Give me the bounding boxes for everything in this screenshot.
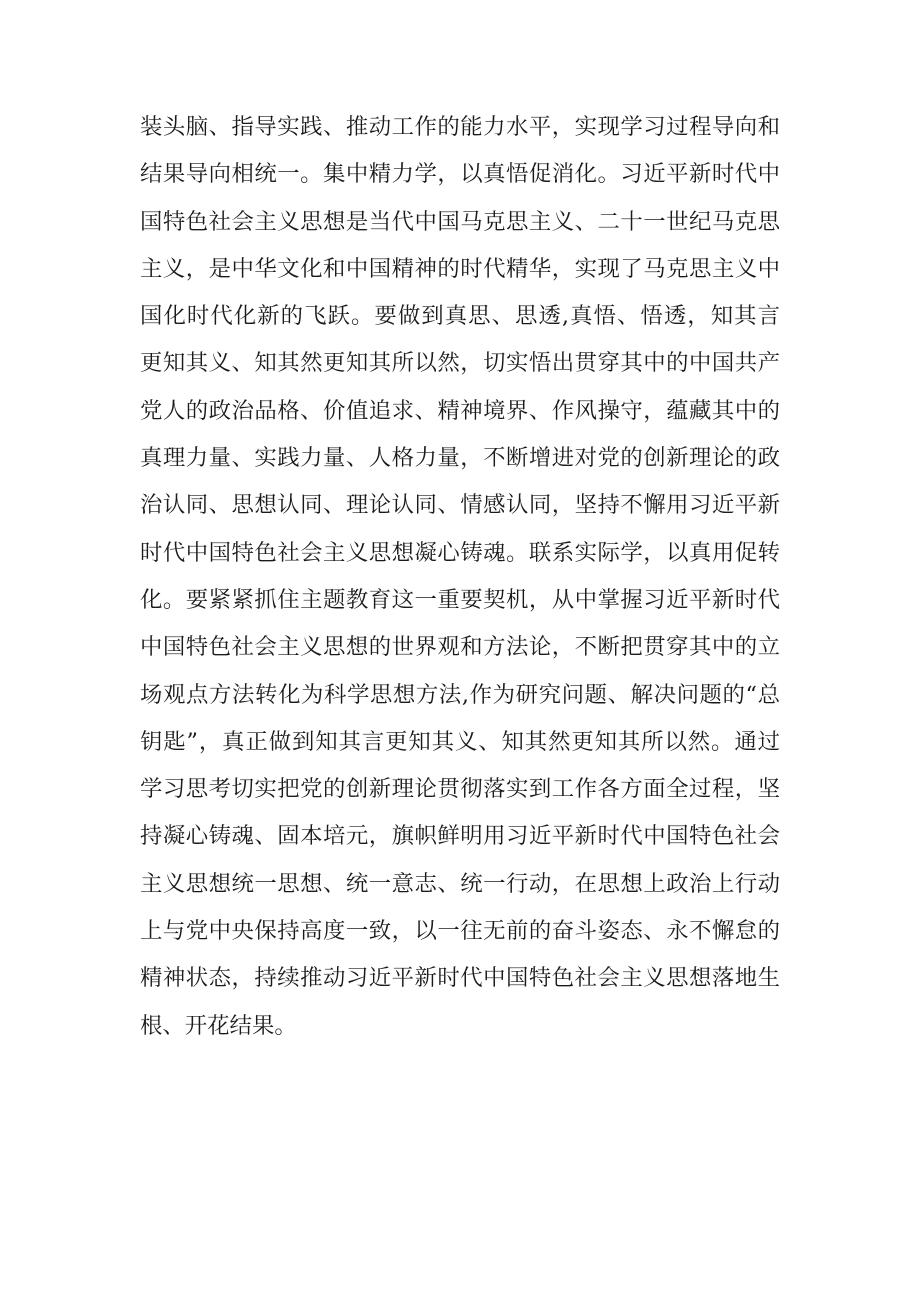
text-line: 真理力量、实践力量、人格力量，不断增进对党的创新理论的政	[140, 445, 780, 472]
text-line: 结果导向相统一。集中精力学，以真悟促消化。习近平新时代中	[140, 161, 780, 188]
text-line: 治认同、思想认同、理论认同、情感认同，坚持不懈用习近平新	[140, 492, 780, 519]
text-line: 主义思想统一思想、统一意志、统一行动，在思想上政治上行动	[140, 870, 780, 897]
text-line: 持凝心铸魂、固本培元，旗帜鲜明用习近平新时代中国特色社会	[140, 823, 780, 850]
text-line: 时代中国特色社会主义思想凝心铸魂。联系实际学，以真用促转	[140, 539, 780, 566]
text-line: 精神状态，持续推动习近平新时代中国特色社会主义思想落地生	[140, 965, 780, 992]
text-line: 主义，是中华文化和中国精神的时代精华，实现了马克思主义中	[140, 255, 780, 282]
text-line: 场观点方法转化为科学思想方法,作为研究问题、解决问题的“总	[140, 681, 780, 708]
text-line: 钥匙”，真正做到知其言更知其义、知其然更知其所以然。通过	[140, 728, 780, 755]
body-paragraph	[140, 104, 780, 1050]
text-line: 党人的政治品格、价值追求、精神境界、作风操守，蕴藏其中的	[140, 397, 780, 424]
text-line: 化。要紧紧抓住主题教育这一重要契机，从中掌握习近平新时代	[140, 586, 780, 613]
text-line: 学习思考切实把党的创新理论贯彻落实到工作各方面全过程，坚	[140, 776, 780, 803]
text-line: 中国特色社会主义思想的世界观和方法论，不断把贯穿其中的立	[140, 634, 780, 661]
text-line: 根、开花结果。	[140, 1012, 297, 1039]
text-line: 更知其义、知其然更知其所以然，切实悟出贯穿其中的中国共产	[140, 350, 780, 377]
text-line: 国化时代化新的飞跃。要做到真思、思透,真悟、悟透，知其言	[140, 303, 780, 330]
text-line: 上与党中央保持高度一致，以一往无前的奋斗姿态、永不懈怠的	[140, 918, 780, 945]
text-line: 国特色社会主义思想是当代中国马克思主义、二十一世纪马克思	[140, 208, 780, 235]
text-line: 装头脑、指导实践、推动工作的能力水平，实现学习过程导向和	[140, 114, 780, 140]
